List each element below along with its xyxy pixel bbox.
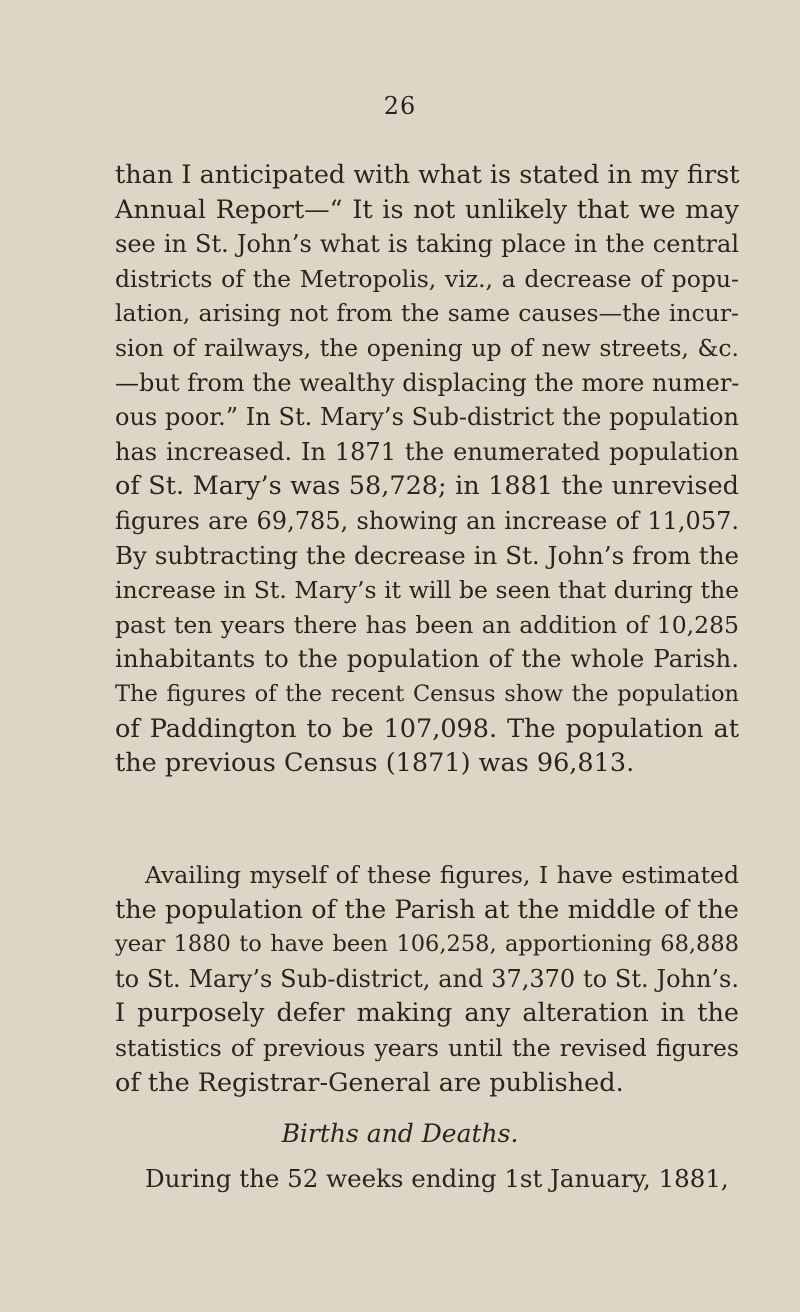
text-line: During the 52 weeks ending 1st January, 1881, (145, 1164, 729, 1193)
text-line: than I anticipated with what is stated in my first (115, 160, 740, 190)
text-line: has increased. In 1871 the enumerated population (115, 437, 739, 466)
text-line: Annual Report—“ It is not unlikely that we may (115, 194, 739, 225)
text-line: The figures of the recent Census show the population (115, 680, 739, 707)
text-line: the population of the Parish at the middle of the (115, 894, 739, 925)
text-line: ous poor.” In St. Mary’s Sub-district the population (115, 403, 739, 432)
text-line: of Paddington to be 107,098. The population at (115, 713, 739, 744)
paragraph-2 (115, 858, 739, 1100)
text-line: figures are 69,785, showing an increase of 11,057. (115, 506, 739, 535)
text-line: of St. Mary’s was 58,728; in 1881 the unrevised (115, 471, 739, 502)
text-line: see in St. John’s what is taking place in the central (115, 230, 739, 259)
text-line: districts of the Metropolis, viz., a decrease of popu- (115, 264, 739, 293)
text-line: inhabitants to the population of the whole Parish. (115, 644, 739, 674)
text-line: statistics of previous years until the revised figures (115, 1033, 739, 1062)
text-line: the previous Census (1871) was 96,813. (115, 748, 635, 779)
text-line: Availing myself of these figures, I have estimated (145, 861, 739, 889)
text-line: lation, arising not from the same causes—the incur- (115, 299, 739, 328)
paragraph-3 (115, 1162, 739, 1197)
page-number: 26 (383, 92, 417, 120)
section-heading: Births and Deaths. (281, 1119, 519, 1148)
text-line: to St. Mary’s Sub-district, and 37,370 to St. John’s. (115, 964, 739, 993)
text-line: —but from the wealthy displacing the more numer- (115, 368, 740, 397)
text-line: increase in St. Mary’s it will be seen that during the (115, 576, 739, 605)
text-line: sion of railways, the opening up of new streets, &c. (115, 333, 739, 362)
text-line: year 1880 to have been 106,258, apportioning 68,888 (115, 931, 739, 958)
text-line: I purposely defer making any alteration in the (115, 998, 739, 1029)
paragraph-1 (115, 158, 739, 781)
text-line: past ten years there has been an addition of 10,285 (115, 610, 739, 639)
text-line: By subtracting the decrease in St. John’s from the (115, 540, 739, 570)
text-line: of the Registrar-General are published. (115, 1067, 624, 1098)
